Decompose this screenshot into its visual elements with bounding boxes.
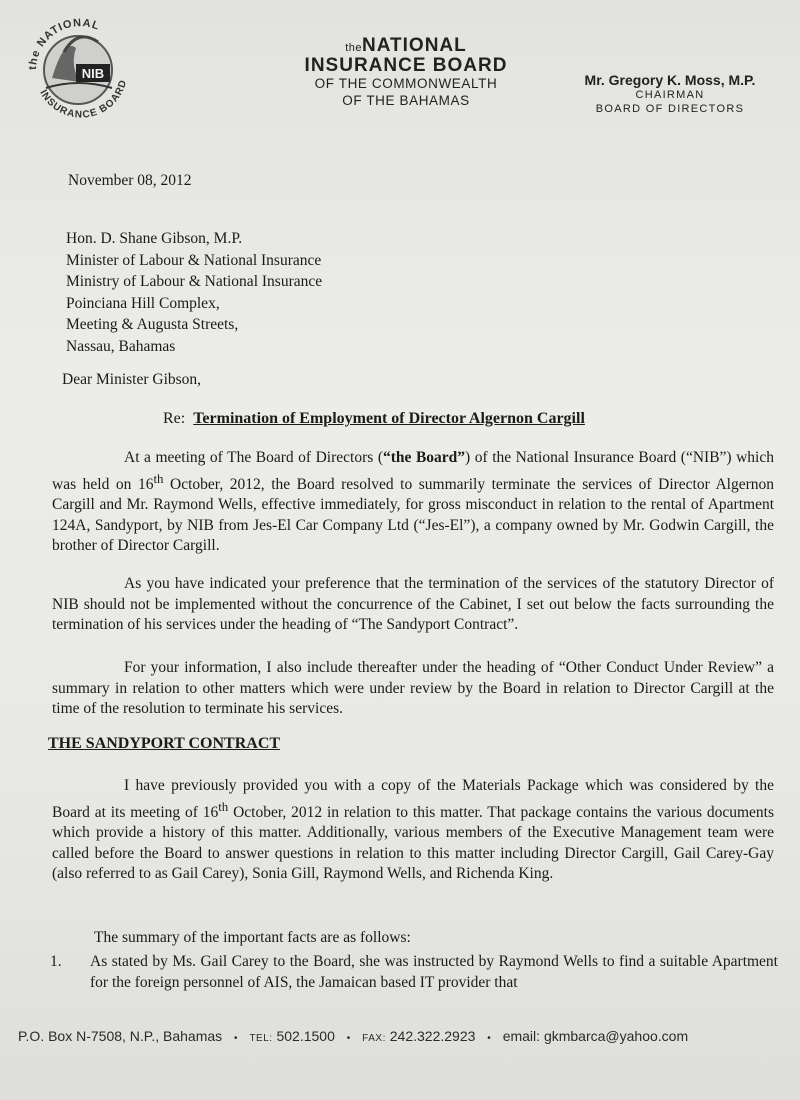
paragraph-1: [52, 448, 774, 557]
footer-separator: •: [234, 1033, 238, 1044]
address-line: Hon. D. Shane Gibson, M.P.: [66, 230, 243, 247]
nib-logo: [18, 8, 138, 128]
subject-text: Termination of Employment of Director Algernon Cargill: [193, 410, 585, 427]
letterhead-title-line2: INSURANCE BOARD: [304, 55, 508, 76]
letterhead-title: [296, 36, 516, 109]
p4-text-a: I have previously provided you with a copy of the Materials Package which was considered by the Board at its meeting of 16: [52, 777, 774, 821]
subject-line: [163, 410, 585, 428]
nib-logo-emblem: [18, 8, 138, 128]
address-line: Ministry of Labour & National Insurance: [66, 273, 323, 290]
paragraph-5: [52, 928, 774, 949]
footer-separator: •: [346, 1033, 351, 1044]
footer-separator: •: [487, 1033, 491, 1044]
logo-arc-bottom-text: INSURANCE BOARD: [37, 78, 130, 121]
paragraph-4: [52, 776, 774, 885]
list-item: As stated by Ms. Gail Carey to the Board, she was instructed by Raymond Wells to find a suitable Apartment for the foreign personnel of AIS, the Jamaican based IT provider that: [90, 953, 778, 991]
address-line: Meeting & Augusta Streets,: [66, 316, 239, 333]
paragraph-2: [52, 574, 774, 636]
letter-date: November 08, 2012: [68, 172, 192, 189]
list-number: 1.: [50, 953, 62, 970]
salutation: Dear Minister Gibson,: [62, 371, 202, 388]
footer-tel: 502.1500: [276, 1028, 335, 1044]
address-line: Minister of Labour & National Insurance: [66, 251, 322, 269]
footer-po-box: P.O. Box N-7508, N.P., Bahamas: [18, 1028, 223, 1044]
footer-fax-label: FAX:: [362, 1033, 386, 1044]
section-heading: THE SANDYPORT CONTRACT: [48, 735, 281, 752]
footer-email: gkmbarca@yahoo.com: [543, 1028, 689, 1044]
p1-text-b: ) of the National Insurance Board (“NIB”) which was held on 16: [52, 449, 774, 493]
letterhead-sub-line1: OF THE COMMONWEALTH: [314, 76, 498, 91]
footer-tel-label: TEL:: [249, 1033, 273, 1044]
p1-text-c: October, 2012, the Board resolved to summarily terminate the services of Director Algernon Cargill and Mr. Raymond Wells, effective immediately, for gross misconduct in relation to the rental of Apartment 124A, Sandyport, by NIB from Jes-El Car Company Ltd (“Jes-El”), a company owned by Mr. Godwin Cargill, the brother of Director Cargill.: [52, 475, 774, 555]
paragraph-3: [52, 658, 774, 720]
letterhead-sub-line2: OF THE BAHAMAS: [342, 93, 470, 108]
logo-badge-text: NIB: [81, 66, 105, 81]
chairman-role: CHAIRMAN: [635, 89, 705, 101]
footer-email-label: email:: [502, 1028, 541, 1044]
p3-text: For your information, I also include thereafter under the heading of “Other Conduct Under Review” a summary in relation to other matters which were under review by the Board in relation to Director Cargill at the time of the resolution to terminate his services.: [52, 659, 774, 717]
p5-text: The summary of the important facts are as follows:: [94, 929, 411, 946]
footer-fax: 242.322.2923: [389, 1028, 476, 1044]
subject-prefix: Re:: [163, 410, 186, 427]
address-line: Nassau, Bahamas: [66, 337, 176, 355]
chairman-board: BOARD OF DIRECTORS: [595, 103, 745, 115]
p1-bold-term: “the Board”: [383, 449, 466, 466]
p1-text-a: At a meeting of The Board of Directors (: [124, 449, 383, 466]
recipient-address: [66, 228, 322, 357]
address-line: Poinciana Hill Complex,: [66, 294, 220, 312]
chairman-name: Mr. Gregory K. Moss, M.P.: [584, 72, 756, 88]
logo-arc-top-text: the NATIONAL: [26, 17, 102, 71]
p4-ordinal: th: [218, 798, 229, 814]
p2-text: As you have indicated your preference that the termination of the services of the statutory Director of NIB should not be implemented without the concurrence of the Cabinet, I set out below the facts surrounding the termination of his services under the heading of “The Sandyport Contract”.: [52, 575, 774, 633]
letterhead-the: the: [345, 42, 363, 54]
p1-ordinal: th: [153, 470, 164, 486]
p4-text-b: October, 2012 in relation to this matter. That package contains the various documents which provide a history of this matter. Additionally, various members of the Executive Management team were called before the Board to answer questions in relation to this matter including Director Cargill, Gail Carey-Gay (also referred to as Gail Carey), Sonia Gill, Raymond Wells, and Richenda King.: [52, 803, 774, 883]
letterhead-chairman: [560, 72, 780, 116]
letterhead-title-line1: NATIONAL: [362, 35, 467, 56]
letter-footer: [18, 1028, 782, 1044]
